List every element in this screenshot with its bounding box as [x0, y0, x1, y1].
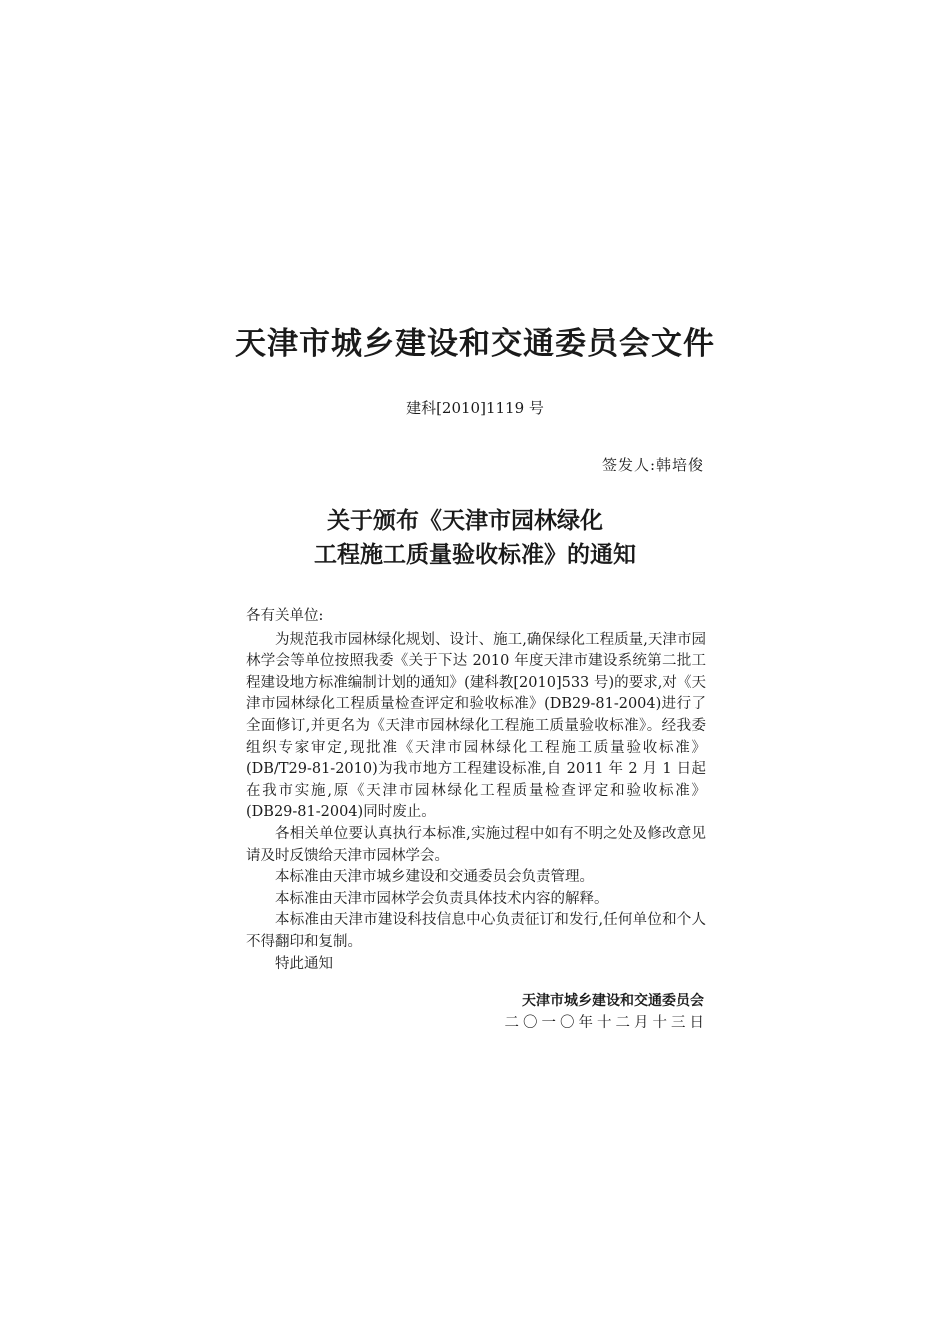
document-number: 建科[2010]1119 号: [406, 399, 544, 417]
notice-title: [0, 504, 950, 572]
body-paragraph: 本标准由天津市城乡建设和交通委员会负责管理。: [275, 869, 594, 886]
notice-title-line-2: 工程施工质量验收标准》的通知: [314, 541, 636, 568]
closing-block: [504, 990, 708, 1034]
document-header-title: 天津市城乡建设和交通委员会文件: [235, 326, 715, 362]
salutation: 各有关单位:: [246, 608, 324, 624]
body-paragraph: 为规范我市园林绿化规划、设计、施工,确保绿化工程质量,天津市园林学会等单位按照我委《关于下达 2010 年度天津市建设系统第二批工程建设地方标准编制计划的通知》(建科教[2010]533 号)的要求,对《天津市园林绿化工程质量检查评定和验收标准》(DB29-81-2004)进行了全面修订,并更名为《天津市园林绿化工程施工质量验收标准》。经我委组织专家审定,现批准《天津市园林绿化工程施工质量验收标准》(DB/T29-81-2010)为我市地方工程建设标准,自 2011 年 2 月 1 日起在我市实施,原《天津市园林绿化工程质量检查评定和验收标准》(DB29-81-2004)同时废止。: [246, 631, 706, 821]
closing-remark: 特此通知: [275, 955, 333, 972]
body-paragraph: 各相关单位要认真执行本标准,实施过程中如有不明之处及修改意见请及时反馈给天津市园林学会。: [246, 825, 706, 864]
body-paragraph: 本标准由天津市园林学会负责具体技术内容的解释。: [275, 890, 609, 907]
notice-body: [246, 606, 706, 975]
body-paragraph: 本标准由天津市建设科技信息中心负责征订和发行,任何单位和个人不得翻印和复制。: [246, 912, 706, 950]
notice-title-line-1: 关于颁布《天津市园林绿化: [327, 507, 603, 534]
issuing-organization: 天津市城乡建设和交通委员会: [522, 993, 704, 1009]
signer: 签发人:韩培俊: [601, 456, 704, 474]
issue-date: 二〇一〇年十二月十三日: [504, 1015, 708, 1031]
